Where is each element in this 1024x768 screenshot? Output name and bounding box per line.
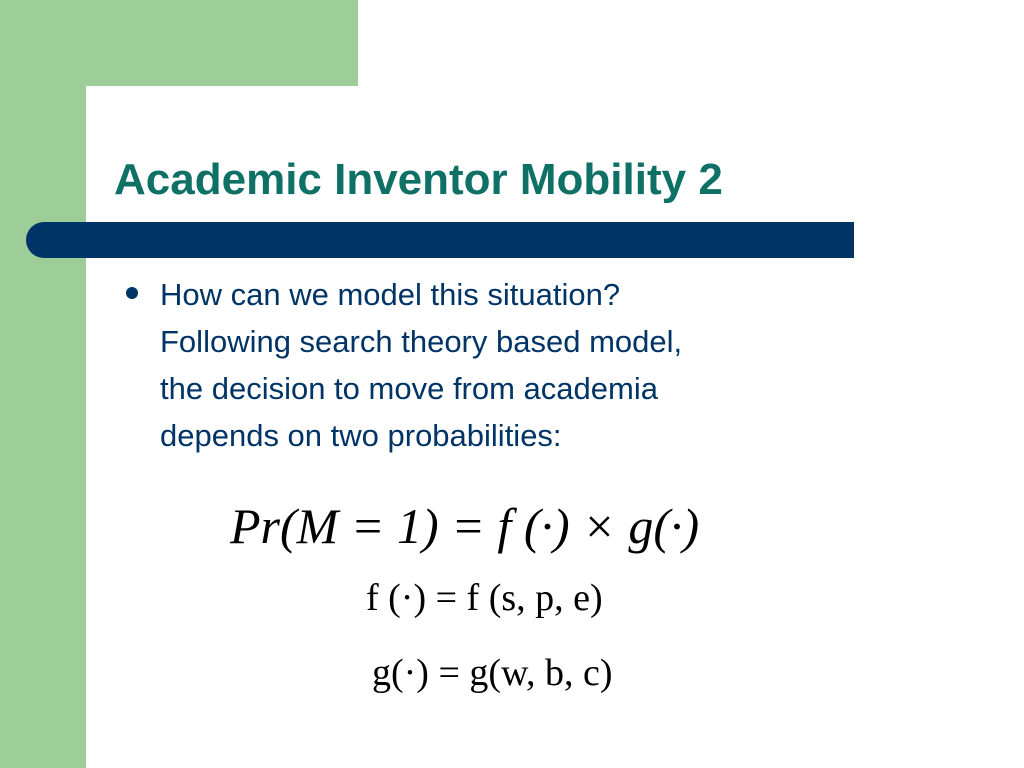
title-underline-bar (26, 222, 854, 258)
bullet-line-2: Following search theory based model, (160, 324, 683, 359)
bullet-line-4: depends on two probabilities: (160, 418, 562, 453)
formula-g-definition: g(·) = g(w, b, c) (372, 652, 613, 694)
formula-f-definition: f (·) = f (s, p, e) (366, 577, 603, 619)
bullet-line-1: How can we model this situation? (160, 277, 621, 312)
decorative-green-top-block (0, 0, 358, 86)
slide-title: Academic Inventor Mobility 2 (114, 155, 723, 204)
bullet-dot-icon (126, 287, 138, 299)
formula-main: Pr(M = 1) = f (·) × g(·) (230, 498, 700, 554)
bullet-text (160, 271, 860, 459)
bullet-line-3: the decision to move from academia (160, 371, 658, 406)
decorative-green-left-band (0, 0, 86, 768)
